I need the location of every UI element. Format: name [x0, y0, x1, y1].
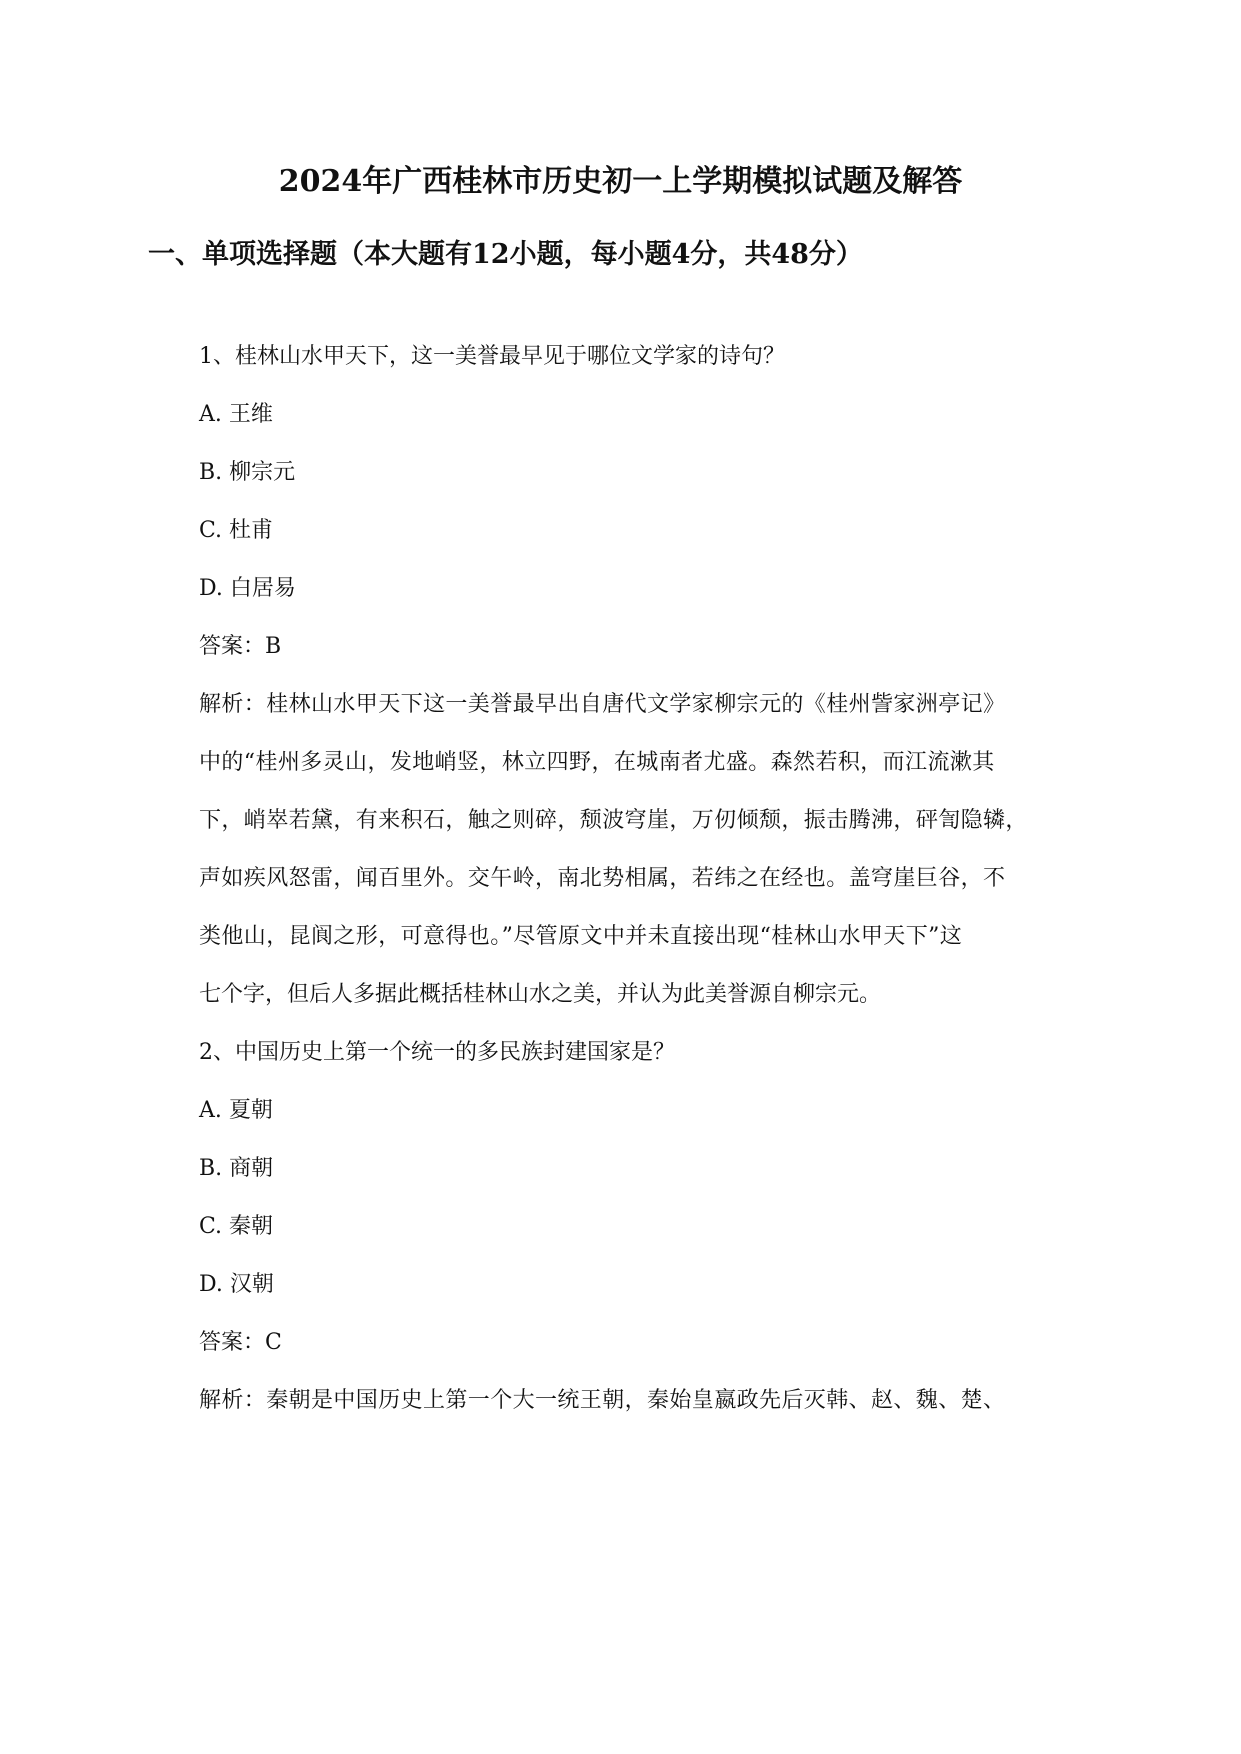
option-d: D. 白居易: [199, 576, 296, 601]
analysis-line: 类他山，昆阆之形，可意得也。”尽管原文中并未直接出现“桂林山水甲天下”这: [199, 924, 963, 949]
answer: 答案：C: [199, 1330, 282, 1355]
analysis-line: 下，峭崒若黛，有来积石，触之则碎，颓波穹崖，万仞倾颓，振击腾沸，砰訇隐辚，: [199, 808, 1028, 833]
option-d: D. 汉朝: [199, 1272, 274, 1297]
question-stem: 2、中国历史上第一个统一的多民族封建国家是？: [199, 1040, 675, 1065]
option-c: C. 杜甫: [199, 518, 274, 543]
option-b: B. 商朝: [199, 1156, 274, 1181]
option-b: B. 柳宗元: [199, 460, 296, 485]
analysis-line: 声如疾风怒雷，闻百里外。交午岭，南北势相属，若纬之在经也。盖穹崖巨谷，不: [199, 866, 1006, 891]
analysis-line: 解析：秦朝是中国历史上第一个大一统王朝，秦始皇嬴政先后灭韩、赵、魏、楚、: [199, 1388, 1006, 1413]
analysis-line: 七个字，但后人多据此概括桂林山水之美，并认为此美誉源自柳宗元。: [199, 982, 882, 1007]
question-stem: 1、桂林山水甲天下，这一美誉最早见于哪位文学家的诗句？: [199, 344, 785, 369]
option-a: A. 夏朝: [199, 1098, 273, 1123]
answer: 答案：B: [199, 634, 282, 659]
option-c: C. 秦朝: [199, 1214, 274, 1239]
option-a: A. 王维: [199, 402, 273, 427]
analysis-line: 中的“桂州多灵山，发地峭竖，林立四野，在城南者尤盛。森然若积，而江流漱其: [199, 750, 995, 775]
page-title: 2024年广西桂林市历史初一上学期模拟试题及解答: [278, 164, 963, 199]
analysis-line: 解析：桂林山水甲天下这一美誉最早出自唐代文学家柳宗元的《桂州訾家洲亭记》: [199, 692, 1006, 717]
section-heading: 一、单项选择题（本大题有12小题，每小题4分，共48分）: [148, 239, 863, 270]
